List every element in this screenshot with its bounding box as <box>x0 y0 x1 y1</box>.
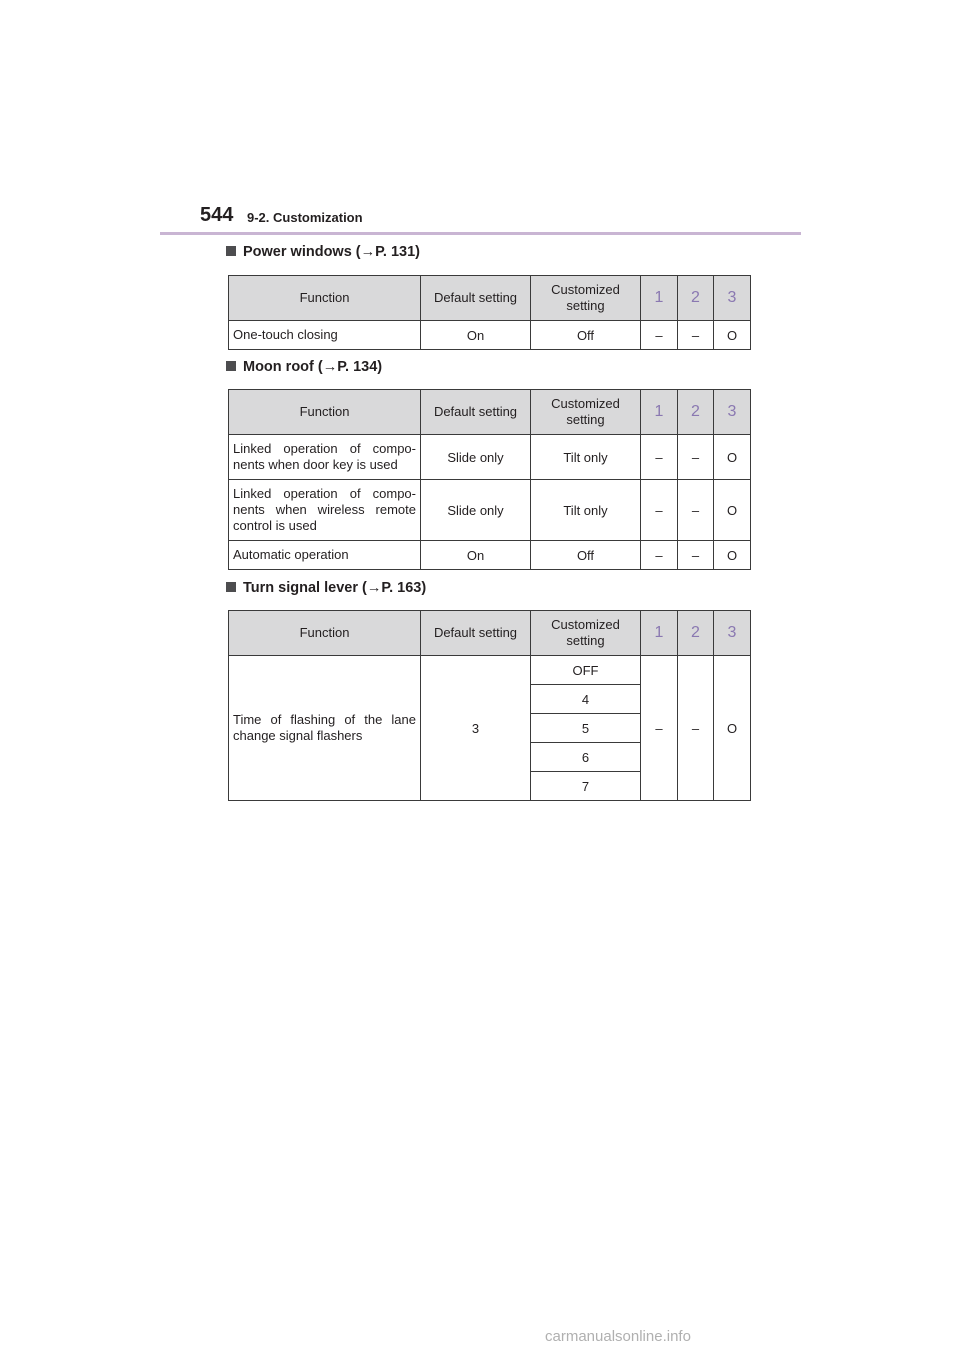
chapter-title: 9-2. Customization <box>247 210 363 225</box>
col-1: 1 <box>641 611 678 656</box>
col-3: 3 <box>714 611 751 656</box>
table-header-row <box>229 390 751 435</box>
table-row <box>229 321 751 350</box>
customized-cell: Tilt only <box>531 435 641 480</box>
table-row <box>229 656 751 685</box>
col-customized: Customized setting <box>531 390 641 435</box>
mark-2-cell: – <box>678 321 714 350</box>
mark-1-cell: – <box>641 435 678 480</box>
section-title-power-windows: Power windows (→P. 131) <box>226 244 420 260</box>
mark-3-cell: O <box>714 435 751 480</box>
col-customized: Customized setting <box>531 611 641 656</box>
customized-option-cell: 7 <box>531 772 641 801</box>
table-header-row <box>229 611 751 656</box>
customized-option-cell: 6 <box>531 743 641 772</box>
mark-3-cell: O <box>714 656 751 801</box>
square-bullet-icon <box>226 246 236 256</box>
customized-option-cell: OFF <box>531 656 641 685</box>
col-2: 2 <box>678 390 714 435</box>
square-bullet-icon <box>226 361 236 371</box>
page-number: 544 <box>200 204 234 226</box>
col-2: 2 <box>678 611 714 656</box>
mark-2-cell: – <box>678 480 714 541</box>
mark-1-cell: – <box>641 321 678 350</box>
mark-3-cell: O <box>714 480 751 541</box>
col-1: 1 <box>641 390 678 435</box>
mark-2-cell: – <box>678 656 714 801</box>
mark-3-cell: O <box>714 321 751 350</box>
function-cell: Linked operation of compo-nents when wireless remote control is used <box>229 480 421 541</box>
function-cell: Automatic operation <box>229 541 421 570</box>
default-cell: Slide only <box>421 480 531 541</box>
mark-1-cell: – <box>641 480 678 541</box>
customized-option-cell: 4 <box>531 685 641 714</box>
col-default: Default setting <box>421 390 531 435</box>
customized-cell: Tilt only <box>531 480 641 541</box>
table-row <box>229 480 751 541</box>
header-rule <box>160 232 801 235</box>
col-3: 3 <box>714 276 751 321</box>
mark-2-cell: – <box>678 435 714 480</box>
col-2: 2 <box>678 276 714 321</box>
col-function: Function <box>229 390 421 435</box>
page-header <box>200 202 801 234</box>
moon-roof-table <box>228 389 751 570</box>
mark-1-cell: – <box>641 656 678 801</box>
customized-option-cell: 5 <box>531 714 641 743</box>
power-windows-table <box>228 275 751 350</box>
turn-signal-table <box>228 610 751 801</box>
col-customized: Customized setting <box>531 276 641 321</box>
col-function: Function <box>229 276 421 321</box>
customized-cell: Off <box>531 541 641 570</box>
mark-3-cell: O <box>714 541 751 570</box>
function-cell: One-touch closing <box>229 321 421 350</box>
table-row <box>229 541 751 570</box>
default-cell: On <box>421 541 531 570</box>
mark-1-cell: – <box>641 541 678 570</box>
col-default: Default setting <box>421 276 531 321</box>
function-cell: Time of flashing of the lane change signal flashers <box>229 656 421 801</box>
default-cell: On <box>421 321 531 350</box>
mark-2-cell: – <box>678 541 714 570</box>
col-1: 1 <box>641 276 678 321</box>
col-function: Function <box>229 611 421 656</box>
customized-cell: Off <box>531 321 641 350</box>
default-cell: 3 <box>421 656 531 801</box>
function-cell: Linked operation of compo-nents when door key is used <box>229 435 421 480</box>
table-header-row <box>229 276 751 321</box>
col-3: 3 <box>714 390 751 435</box>
table-row <box>229 435 751 480</box>
square-bullet-icon <box>226 582 236 592</box>
col-default: Default setting <box>421 611 531 656</box>
section-title-moon-roof: Moon roof (→P. 134) <box>226 359 382 375</box>
default-cell: Slide only <box>421 435 531 480</box>
watermark: carmanualsonline.info <box>545 1328 691 1345</box>
section-title-turn-signal-lever: Turn signal lever (→P. 163) <box>226 580 426 596</box>
